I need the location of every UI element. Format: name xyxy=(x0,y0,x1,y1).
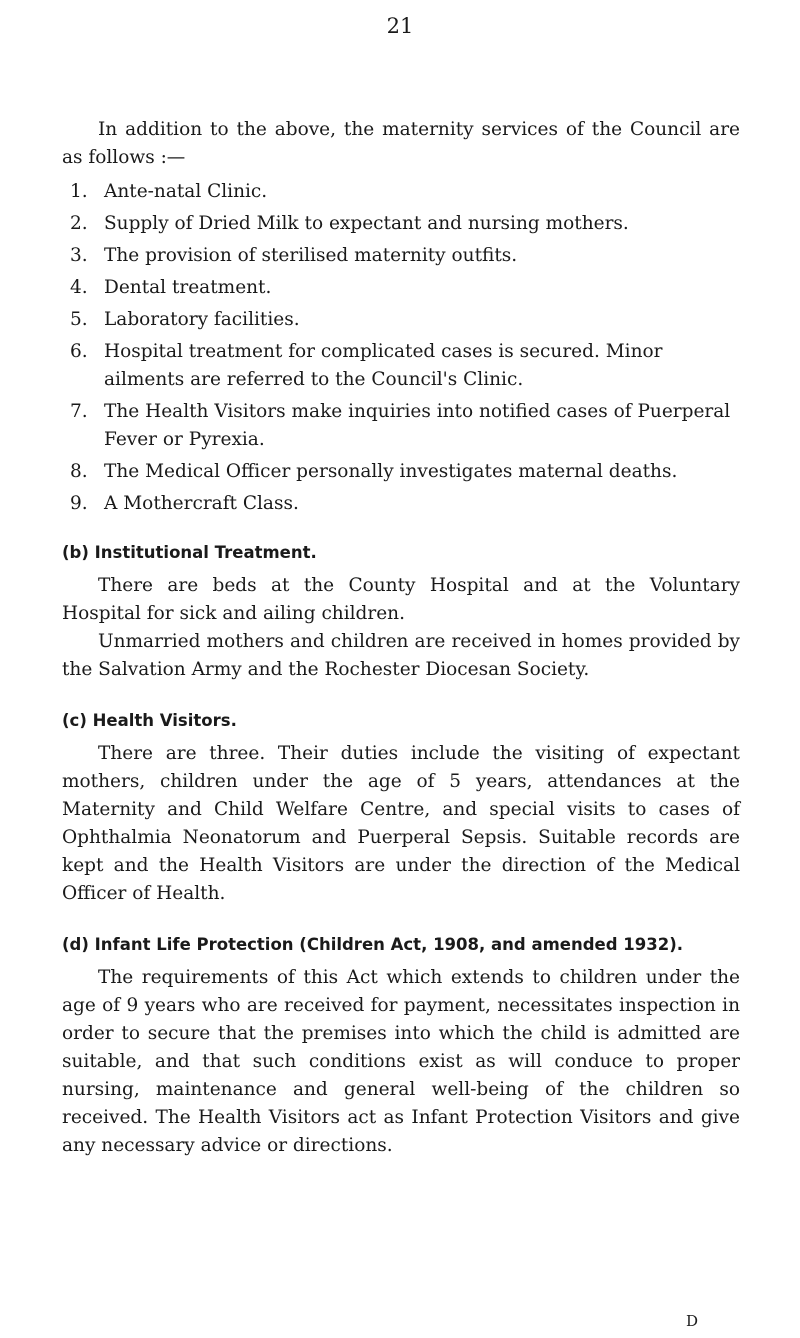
list-item xyxy=(62,178,740,206)
list-item-number: 3. xyxy=(70,245,88,266)
section-paragraph: There are beds at the County Hospital and at the Voluntary Hospital for sick and ailing children. xyxy=(62,575,740,624)
list-item xyxy=(62,210,740,238)
list-item-text: The Medical Officer personally investigates maternal deaths. xyxy=(104,461,678,482)
list-item-number: 9. xyxy=(70,493,88,514)
list-item-text: Ante-natal Clinic. xyxy=(104,181,268,202)
page-content xyxy=(62,116,740,1160)
intro-paragraph: In addition to the above, the maternity services of the Council are as follows :— xyxy=(62,119,740,168)
list-item-number: 1. xyxy=(70,181,88,202)
list-item xyxy=(62,274,740,302)
section-heading: (b) Institutional Treatment. xyxy=(62,543,317,562)
section-health-visitors xyxy=(62,708,740,908)
list-item-text: Supply of Dried Milk to expectant and nursing mothers. xyxy=(104,213,629,234)
section-institutional-treatment xyxy=(62,540,740,684)
list-item xyxy=(62,306,740,334)
list-item-number: 2. xyxy=(70,213,88,234)
maternity-services-list xyxy=(62,178,740,518)
section-paragraph: There are three. Their duties include the visiting of expectant mothers, children under the age of 5 years, attendances at the Maternity and Child Welfare Centre, and special visits to cases of Ophthalmia Neonatorum and Puerperal Sepsis. Suitable records are kept and the Health Visitors are under the direction of the Medical Officer of Health. xyxy=(62,743,740,904)
list-item-text: Hospital treatment for complicated cases is secured. Minor ailments are referred to the Council's Clinic. xyxy=(104,341,663,390)
section-heading: (d) Infant Life Protection (Children Act, 1908, and amended 1932). xyxy=(62,935,684,954)
section-paragraph: The requirements of this Act which extends to children under the age of 9 years who are received for payment, necessitates inspection in order to secure that the premises into which the child is admitted are suitable, and that such conditions exist as will conduce to proper nursing, maintenance and general well-being of the children so received. The Health Visitors act as Infant Protection Visitors and give any necessary advice or directions. xyxy=(62,967,740,1156)
list-item-number: 7. xyxy=(70,401,88,422)
list-item-number: 4. xyxy=(70,277,88,298)
list-item xyxy=(62,338,740,394)
section-infant-life-protection xyxy=(62,932,740,1160)
list-item-number: 6. xyxy=(70,341,88,362)
list-item-text: A Mothercraft Class. xyxy=(104,493,299,514)
section-paragraph: Unmarried mothers and children are received in homes provided by the Salvation Army and the Rochester Diocesan Society. xyxy=(62,631,740,680)
list-item-text: Dental treatment. xyxy=(104,277,272,298)
list-item-number: 8. xyxy=(70,461,88,482)
list-item xyxy=(62,398,740,454)
list-item-text: The Health Visitors make inquiries into notified cases of Puerperal Fever or Pyrexia. xyxy=(104,401,731,450)
list-item-text: The provision of sterilised maternity outfits. xyxy=(104,245,518,266)
signature-mark: D xyxy=(686,1312,699,1330)
list-item-text: Laboratory facilities. xyxy=(104,309,300,330)
list-item xyxy=(62,242,740,270)
list-item-number: 5. xyxy=(70,309,88,330)
section-heading: (c) Health Visitors. xyxy=(62,711,237,730)
list-item xyxy=(62,458,740,486)
list-item xyxy=(62,490,740,518)
page-number: 21 xyxy=(386,14,414,38)
